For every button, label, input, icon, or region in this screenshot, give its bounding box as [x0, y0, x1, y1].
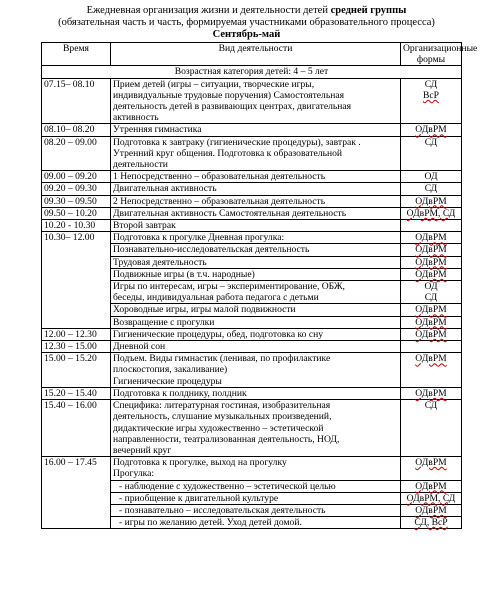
table-row [42, 124, 462, 136]
form-code: СД [424, 400, 438, 412]
activity-line: активность [113, 112, 159, 124]
activity-line: Дневной сон [113, 341, 166, 353]
activity-line: деятельность, слушание музыкальных произведений, [113, 411, 332, 423]
table-row [42, 457, 462, 480]
activity-line: Прием детей (игры – ситуации, творческие игры, [113, 78, 315, 90]
form-code: СД [424, 78, 438, 90]
forms-cell [401, 171, 462, 183]
activity-cell [111, 353, 401, 388]
activity-line: Двигательная активность [113, 183, 217, 195]
activity-line: 1 Непосредственно – образовательная деятельность [113, 171, 326, 183]
activity-line: Подготовка к полднику, полдник [113, 387, 247, 399]
activity-cell [111, 387, 401, 399]
forms-cell [401, 316, 462, 328]
time-cell: 07.15– 08.10 [42, 78, 111, 124]
activity-cell [111, 220, 401, 232]
activity-cell [111, 124, 401, 136]
table-row [42, 78, 462, 124]
column-header-time: Время [42, 43, 111, 66]
activity-line: Прогулка: [113, 468, 155, 480]
activity-line: Двигательная активность Самостоятельная деятельность [113, 207, 347, 219]
document-period: Сентябрь-май [212, 29, 281, 40]
activity-line: Подъем. Виды гимнастик (ленивая, по профилактике [113, 353, 331, 365]
activity-cell [111, 504, 401, 516]
form-code: ОДвРМ [415, 387, 447, 399]
activity-line: Гигиенические процедуры [113, 375, 222, 387]
forms-cell [401, 207, 462, 219]
activity-line: - приобщение к двигательной культуре [119, 492, 279, 504]
forms-cell [401, 341, 462, 353]
form-code: ОДвРМ [415, 195, 447, 207]
activity-line: - познавательно – исследовательская деятельность [119, 504, 326, 516]
time-cell: 10.30– 12.00 [42, 232, 111, 329]
form-code: ОД [424, 171, 438, 183]
activity-line: Подготовка к завтраку (гигиенические процедуры), завтрак . [113, 136, 361, 148]
activity-cell [111, 207, 401, 219]
activity-cell [111, 341, 401, 353]
activity-cell [111, 171, 401, 183]
activity-cell [111, 328, 401, 340]
forms-cell [401, 78, 462, 124]
table-row [42, 328, 462, 340]
table-row [42, 341, 462, 353]
form-code: ОДвРМ [415, 480, 447, 492]
schedule-table [41, 42, 478, 529]
form-code: СД [424, 292, 438, 304]
time-cell: 09.30 – 09.50 [42, 195, 111, 207]
time-cell: 15.00 – 15.20 [42, 353, 111, 388]
forms-cell [401, 195, 462, 207]
schedule-body [42, 66, 462, 529]
activity-line: Подготовка к прогулке, выход на прогулку [113, 457, 287, 469]
forms-cell [401, 504, 462, 516]
table-row [42, 353, 462, 388]
time-cell: 09.00 – 09.20 [42, 171, 111, 183]
forms-cell [401, 268, 462, 280]
forms-cell [401, 232, 462, 244]
activity-cell [111, 183, 401, 195]
forms-cell [401, 387, 462, 399]
form-code: ОДвРМ [415, 232, 447, 244]
column-header-forms: Организационные формы [401, 43, 462, 66]
activity-line: плоскостопия, закаливание) [113, 364, 228, 376]
activity-cell [111, 78, 401, 124]
activity-line: Подготовка к прогулке Дневная прогулка: [113, 232, 285, 244]
activity-cell [111, 517, 401, 529]
activity-cell [111, 304, 401, 316]
table-row [42, 136, 462, 171]
activity-line: индивидуальные трудовые поручения) Самостоятельная [113, 89, 345, 101]
activity-cell [111, 480, 401, 492]
form-code: ОДвРМ [415, 328, 447, 340]
form-code: ОДвРМ, СД [406, 207, 456, 219]
forms-cell [401, 517, 462, 529]
form-code: ОДвРМ [415, 304, 447, 316]
activity-line: Познавательно-исследовательская деятельность [113, 244, 310, 256]
document-subtitle: (обязательная часть и часть, формируемая участниками образовательного процесса) [58, 17, 435, 28]
form-code [403, 341, 459, 352]
activity-cell [111, 281, 401, 304]
table-row [42, 195, 462, 207]
activity-line: - игры по желанию детей. Уход детей домой. [119, 517, 302, 529]
form-code: СД, ВсР [414, 517, 448, 529]
time-cell: 08.10– 08.20 [42, 124, 111, 136]
form-code: ОДвРМ [415, 457, 447, 469]
form-code: ОДвРМ [415, 268, 447, 280]
time-cell: 12.30 – 15.00 [42, 341, 111, 353]
activity-line: деятельность детей в развивающих центрах, двигательная [113, 101, 352, 113]
form-code: ВсР [423, 89, 439, 101]
activity-cell [111, 232, 401, 244]
time-cell: 09.20 – 09.30 [42, 183, 111, 195]
activity-line: 2 Непосредственно – образовательная деятельность [113, 195, 326, 207]
activity-cell [111, 268, 401, 280]
time-cell: 08.20 – 09.00 [42, 136, 111, 171]
activity-line: Гигиенические процедуры, обед, подготовка ко сну [113, 328, 324, 340]
form-code: СД [424, 136, 438, 148]
activity-line: - наблюдение с художественно – эстетической целью [119, 480, 336, 492]
form-code: СД [424, 183, 438, 195]
table-row [42, 220, 462, 232]
activity-line: Утренний круг общения. Подготовка к образовательной [113, 147, 343, 159]
table-row [42, 400, 462, 457]
forms-cell [401, 136, 462, 171]
forms-cell [401, 480, 462, 492]
document-header [0, 5, 493, 41]
form-code: ОД [424, 281, 438, 293]
age-category: Возрастная категория детей: 4 – 5 лет [42, 66, 462, 78]
time-cell: 15.40 – 16.00 [42, 400, 111, 457]
activity-cell [111, 136, 401, 171]
activity-line: Подвижные игры (в т.ч. народные) [113, 268, 255, 280]
forms-cell [401, 353, 462, 388]
table-header-row [42, 43, 462, 66]
forms-cell [401, 183, 462, 195]
forms-cell [401, 281, 462, 304]
activity-cell [111, 492, 401, 504]
forms-cell [401, 304, 462, 316]
form-code: ОДвРМ, СД [406, 492, 456, 504]
table-row [42, 171, 462, 183]
activity-line: Возвращение с прогулки [113, 316, 215, 328]
form-code [403, 220, 459, 231]
forms-cell [401, 492, 462, 504]
activity-line: Игры по интересам, игры – экспериментирование, ОБЖ, [113, 281, 345, 293]
form-code: ОДвРМ [415, 353, 447, 365]
forms-cell [401, 400, 462, 457]
table-row [42, 387, 462, 399]
forms-cell [401, 328, 462, 340]
activity-cell [111, 244, 401, 256]
activity-line: Трудовая деятельность [113, 256, 207, 268]
table-row [42, 207, 462, 219]
time-cell: 15.20 – 15.40 [42, 387, 111, 399]
form-code: ОДвРМ [415, 244, 447, 256]
time-cell: 10.20 - 10.30 [42, 220, 111, 232]
activity-line: Второй завтрак [113, 220, 176, 232]
activity-cell [111, 400, 401, 457]
forms-cell [401, 457, 462, 480]
time-cell: 16.00 – 17.45 [42, 457, 111, 529]
activity-line: беседы, индивидуальная работа педагога с детьми [113, 292, 319, 304]
form-code: ОДвРМ [415, 124, 447, 136]
activity-line: дидактические игры художественно – эстетической [113, 422, 324, 434]
forms-cell [401, 124, 462, 136]
form-code: ОДвРМ [415, 504, 447, 516]
forms-cell [401, 256, 462, 268]
activity-line: Утренняя гимнастика [113, 124, 202, 136]
activity-line: вечерний круг [113, 444, 172, 456]
forms-cell [401, 244, 462, 256]
form-code: ОДвРМ [415, 256, 447, 268]
document-title: Ежедневная организация жизни и деятельности детей средней группы [86, 5, 407, 16]
activity-line: деятельности [113, 159, 168, 171]
activity-line: направленности, театрализованная деятельность, НОД, [113, 433, 340, 445]
time-cell: 12.00 – 12.30 [42, 328, 111, 340]
forms-cell [401, 220, 462, 232]
activity-cell [111, 457, 401, 480]
time-cell: 09.50 – 10.20 [42, 207, 111, 219]
form-code: ОДвРМ [415, 316, 447, 328]
activity-line: Хороводные игры, игры малой подвижности [113, 304, 296, 316]
age-category-row [42, 66, 462, 78]
table-row [42, 183, 462, 195]
activity-cell [111, 256, 401, 268]
activity-line: Специфика: литературная гостиная, изобразительная [113, 400, 331, 412]
activity-cell [111, 195, 401, 207]
activity-cell [111, 316, 401, 328]
column-header-activity: Вид деятельности [111, 43, 401, 66]
table-row [42, 232, 462, 244]
